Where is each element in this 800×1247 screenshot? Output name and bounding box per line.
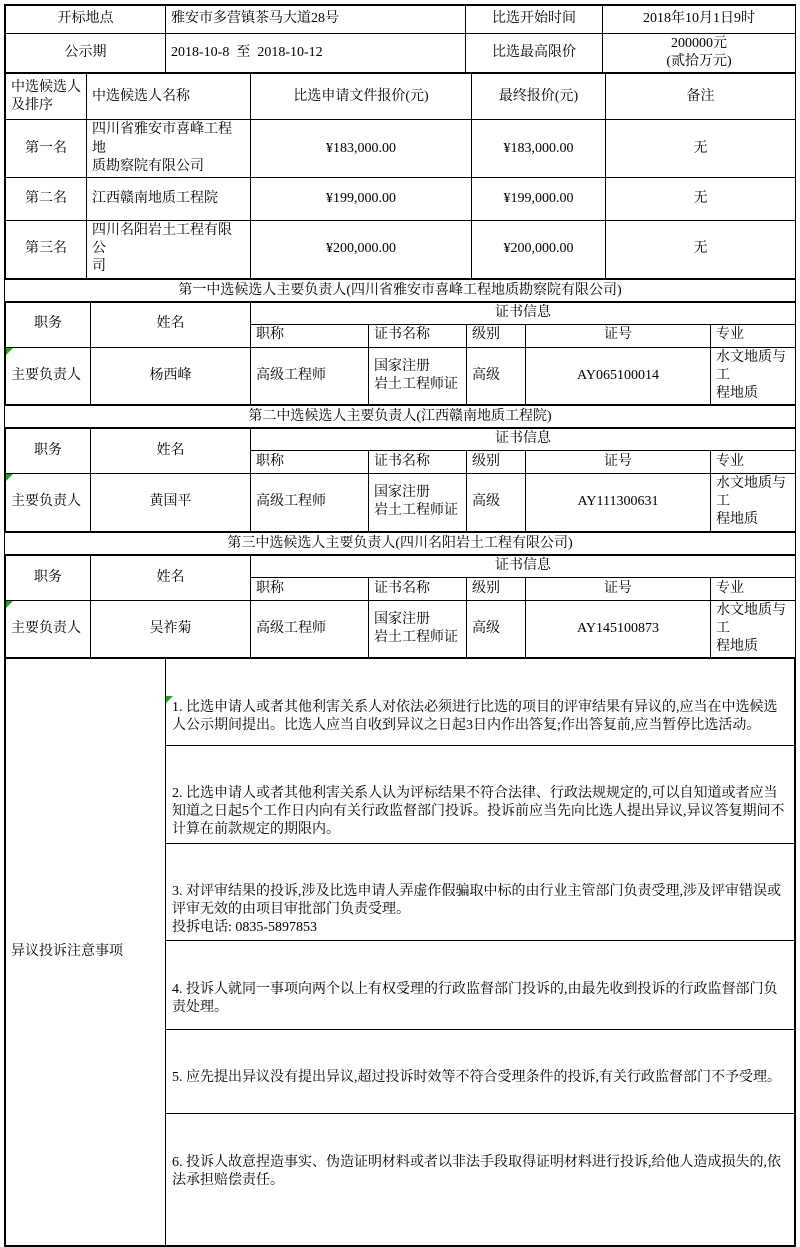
rank-column-header: 中选候选人 及排序 <box>6 74 87 120</box>
duty-cell: 主要负责人 <box>6 347 91 405</box>
person-header-row <box>6 429 796 451</box>
max-price-label: 比选最高限价 <box>466 34 603 73</box>
candidate-row-1 <box>6 120 796 178</box>
major-header: 专业 <box>711 577 796 600</box>
level-header: 级别 <box>467 577 526 600</box>
final-price-cell: ¥183,000.00 <box>472 120 606 178</box>
person-name-cell: 杨西峰 <box>91 347 251 405</box>
notes-table <box>5 658 795 1246</box>
publicity-period-value: 2018-10-8 至 2018-10-12 <box>166 34 466 73</box>
cert-name-header: 证书名称 <box>369 577 467 600</box>
person-row <box>6 474 796 532</box>
bid-price-cell: ¥183,000.00 <box>251 120 472 178</box>
cert-name-cell: 国家注册 岩土工程师证 <box>369 600 467 658</box>
cert-name-header: 证书名称 <box>369 324 467 347</box>
major-cell: 水文地质与工 程地质 <box>711 347 796 405</box>
final-price-cell: ¥200,000.00 <box>472 220 606 278</box>
start-time-label: 比选开始时间 <box>466 6 603 34</box>
bid-location-value: 雅安市多营镇茶马大道28号 <box>166 6 466 34</box>
name-header: 姓名 <box>91 302 251 347</box>
person-name-cell: 黄国平 <box>91 474 251 532</box>
remark-cell: 无 <box>606 120 796 178</box>
section-3-title: 第三中选候选人主要负责人(四川名阳岩土工程有限公司) <box>5 532 795 555</box>
remark-column-header: 备注 <box>606 74 796 120</box>
max-price-value: 200000元 (贰拾万元) <box>603 34 796 73</box>
rank-cell: 第二名 <box>6 177 87 220</box>
person-header-row <box>6 555 796 577</box>
candidate-name-cell: 江西赣南地质工程院 <box>87 177 251 220</box>
note-item-4: 4. 投诉人就同一事项向两个以上有权受理的行政监督部门投诉的,由最先收到投诉的行政监督部门负责处理。 <box>166 978 794 1030</box>
section-2-title: 第二中选候选人主要负责人(江西赣南地质工程院) <box>5 405 795 428</box>
publicity-period-label: 公示期 <box>6 34 166 73</box>
cert-no-header: 证号 <box>526 451 711 474</box>
duty-header: 职务 <box>6 555 91 600</box>
cert-name-cell: 国家注册 岩土工程师证 <box>369 347 467 405</box>
person-row <box>6 347 796 405</box>
cert-no-cell: AY065100014 <box>526 347 711 405</box>
title-header: 职称 <box>251 324 369 347</box>
cert-no-header: 证号 <box>526 577 711 600</box>
cert-name-cell: 国家注册 岩土工程师证 <box>369 474 467 532</box>
title-cell: 高级工程师 <box>251 600 369 658</box>
note-item-1: 1. 比选申请人或者其他利害关系人对依法必须进行比选的项目的评审结果有异议的,应当在中选候选人公示期间提出。比选人应当自收到异议之日起3日内作出答复;作出答复前,应当暂停比选活动。 <box>166 696 794 746</box>
person-table-2 <box>5 428 796 532</box>
title-header: 职称 <box>251 577 369 600</box>
candidates-header-row <box>6 74 796 120</box>
name-header: 姓名 <box>91 555 251 600</box>
notes-label: 异议投诉注意事项 <box>6 659 166 1246</box>
person-name-cell: 吴祚菊 <box>91 600 251 658</box>
bid-price-cell: ¥200,000.00 <box>251 220 472 278</box>
remark-cell: 无 <box>606 177 796 220</box>
note-item-2: 2. 比选申请人或者其他利害关系人认为评标结果不符合法律、行政法规规定的,可以自知道或者应当知道之日起5个工作日内向有关行政监督部门投诉。投诉前应当先向比选人提出异议,异议答复期间不计算在前款规定的期限内。 <box>166 782 794 844</box>
candidate-name-cell: 四川省雅安市喜峰工程地 质勘察院有限公司 <box>87 120 251 178</box>
bid-price-column-header: 比选申请文件报价(元) <box>251 74 472 120</box>
level-cell: 高级 <box>467 474 526 532</box>
candidate-row-3 <box>6 220 796 278</box>
candidates-table <box>5 73 796 278</box>
remark-cell: 无 <box>606 220 796 278</box>
note-item-3: 3. 对评审结果的投诉,涉及比选申请人弄虚作假骗取中标的由行业主管部门负责受理,涉及评审错误或评审无效的由项目审批部门负责受理。 投拆电话: 0835-5897853 <box>166 880 794 942</box>
bid-price-cell: ¥199,000.00 <box>251 177 472 220</box>
note-item-6: 6. 投诉人故意捏造事实、伪造证明材料或者以非法手段取得证明材料进行投诉,给他人造成损失的,依法承担赔偿责任。 <box>172 1154 781 1188</box>
candidate-row-2 <box>6 177 796 220</box>
duty-cell: 主要负责人 <box>6 474 91 532</box>
rank-cell: 第一名 <box>6 120 87 178</box>
section-1-title: 第一中选候选人主要负责人(四川省雅安市喜峰工程地质勘察院有限公司) <box>5 279 795 302</box>
table-row <box>6 34 796 73</box>
person-row <box>6 600 796 658</box>
notes-row <box>6 659 795 1246</box>
bid-location-label: 开标地点 <box>6 6 166 34</box>
bid-result-sheet <box>4 4 796 1247</box>
rank-cell: 第三名 <box>6 220 87 278</box>
final-price-column-header: 最终报价(元) <box>472 74 606 120</box>
cert-info-header: 证书信息 <box>251 429 796 451</box>
major-header: 专业 <box>711 324 796 347</box>
level-header: 级别 <box>467 451 526 474</box>
start-time-value: 2018年10月1日9时 <box>603 6 796 34</box>
major-cell: 水文地质与工 程地质 <box>711 474 796 532</box>
table-row <box>6 6 796 34</box>
candidate-name-column-header: 中选候选人名称 <box>87 74 251 120</box>
duty-header: 职务 <box>6 429 91 474</box>
candidate-name-cell: 四川名阳岩土工程有限公 司 <box>87 220 251 278</box>
title-cell: 高级工程师 <box>251 347 369 405</box>
duty-header: 职务 <box>6 302 91 347</box>
title-header: 职称 <box>251 451 369 474</box>
notes-body <box>166 659 795 1246</box>
cert-name-header: 证书名称 <box>369 451 467 474</box>
final-price-cell: ¥199,000.00 <box>472 177 606 220</box>
note-item-5: 5. 应先提出异议没有提出异议,超过投诉时效等不符合受理条件的投诉,有关行政监督部门不予受理。 <box>166 1066 794 1114</box>
cert-info-header: 证书信息 <box>251 302 796 324</box>
level-cell: 高级 <box>467 347 526 405</box>
person-table-3 <box>5 555 796 659</box>
person-header-row <box>6 302 796 324</box>
cert-no-cell: AY111300631 <box>526 474 711 532</box>
cert-info-header: 证书信息 <box>251 555 796 577</box>
name-header: 姓名 <box>91 429 251 474</box>
level-cell: 高级 <box>467 600 526 658</box>
cert-no-cell: AY145100873 <box>526 600 711 658</box>
major-cell: 水文地质与工 程地质 <box>711 600 796 658</box>
title-cell: 高级工程师 <box>251 474 369 532</box>
info-table <box>5 5 796 73</box>
cert-no-header: 证号 <box>526 324 711 347</box>
level-header: 级别 <box>467 324 526 347</box>
duty-cell: 主要负责人 <box>6 600 91 658</box>
major-header: 专业 <box>711 451 796 474</box>
person-table-1 <box>5 302 796 406</box>
